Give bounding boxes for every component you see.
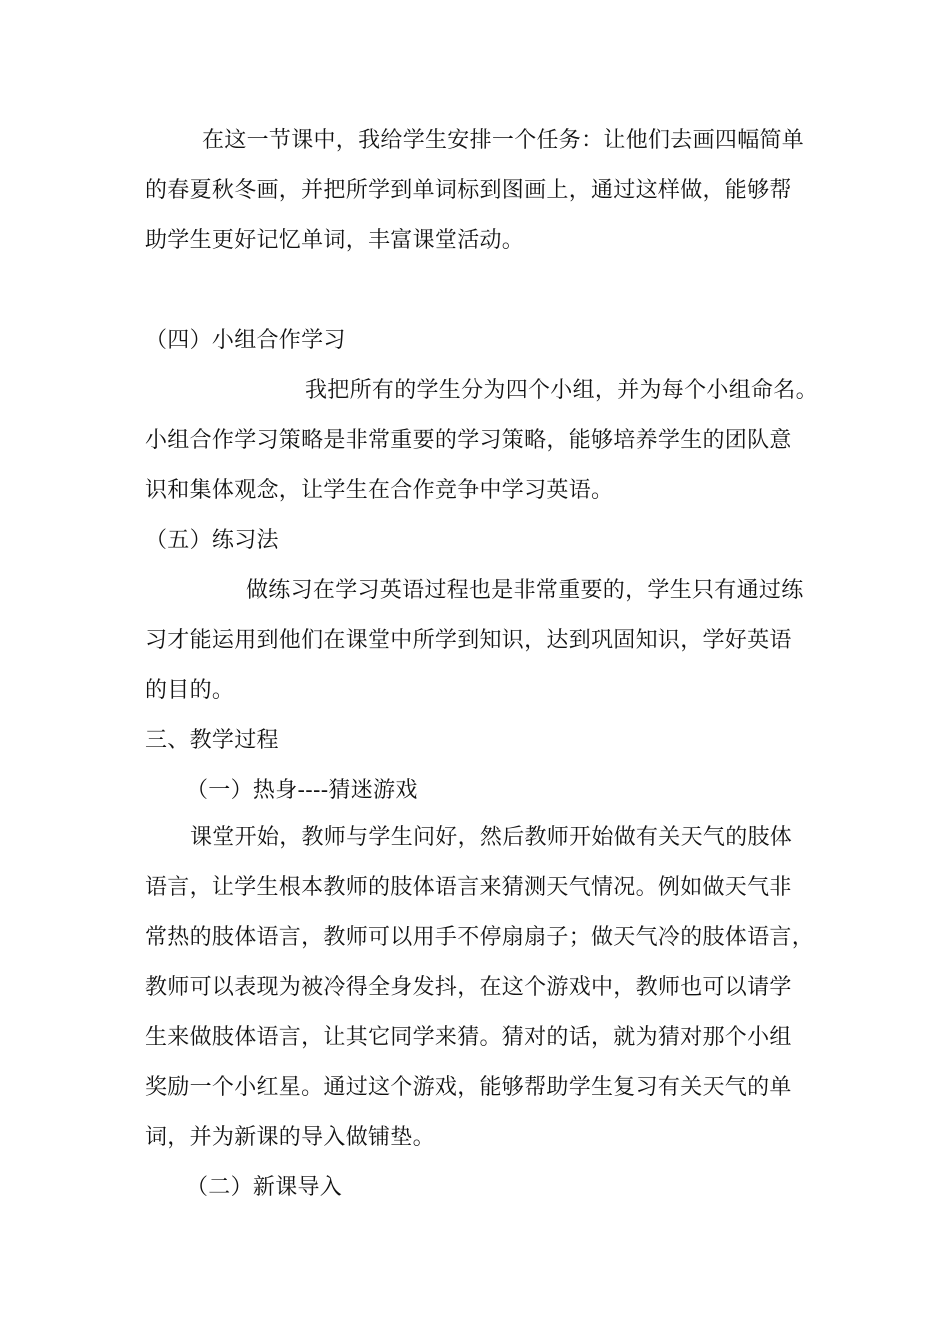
para4-line3: 常热的肢体语言，教师可以用手不停扇扇子；做天气冷的肢体语言， <box>145 925 815 950</box>
para2-line1: 我把所有的学生分为四个小组，并为每个小组命名。 <box>305 378 818 403</box>
para4-line1: 课堂开始，教师与学生问好，然后教师开始做有关天气的肢体 <box>190 825 793 850</box>
heading-group-learning: （四）小组合作学习 <box>145 328 346 353</box>
para3-line2: 习才能运用到他们在课堂中所学到知识，达到巩固知识，学好英语 <box>145 628 792 653</box>
subheading-warmup: （一）热身----猜迷游戏 <box>186 778 418 803</box>
para4-line4: 教师可以表现为被冷得全身发抖，在这个游戏中，教师也可以请学 <box>145 975 792 1000</box>
para1-line1: 在这一节课中，我给学生安排一个任务：让他们去画四幅简单 <box>202 128 805 153</box>
para1-line3: 助学生更好记忆单词，丰富课堂活动。 <box>145 228 525 253</box>
para4-line6: 奖励一个小红星。通过这个游戏，能够帮助学生复习有关天气的单 <box>145 1075 792 1100</box>
para2-line3: 识和集体观念，让学生在合作竞争中学习英语。 <box>145 478 614 503</box>
section-teaching-process: 三、教学过程 <box>145 728 279 753</box>
para4-line7: 词，并为新课的导入做铺垫。 <box>145 1125 435 1150</box>
para3-line3: 的目的。 <box>145 678 235 703</box>
para3-line1: 做练习在学习英语过程也是非常重要的，学生只有通过练 <box>246 578 804 603</box>
para2-line2: 小组合作学习策略是非常重要的学习策略，能够培养学生的团队意 <box>145 428 792 453</box>
para4-line5: 生来做肢体语言，让其它同学来猜。猜对的话，就为猜对那个小组 <box>145 1025 792 1050</box>
subheading-new-lesson: （二）新课导入 <box>186 1175 343 1200</box>
para4-line2: 语言，让学生根本教师的肢体语言来猜测天气情况。例如做天气非 <box>145 875 792 900</box>
para1-line2: 的春夏秋冬画，并把所学到单词标到图画上，通过这样做，能够帮 <box>145 178 792 203</box>
heading-practice-method: （五）练习法 <box>145 528 279 553</box>
